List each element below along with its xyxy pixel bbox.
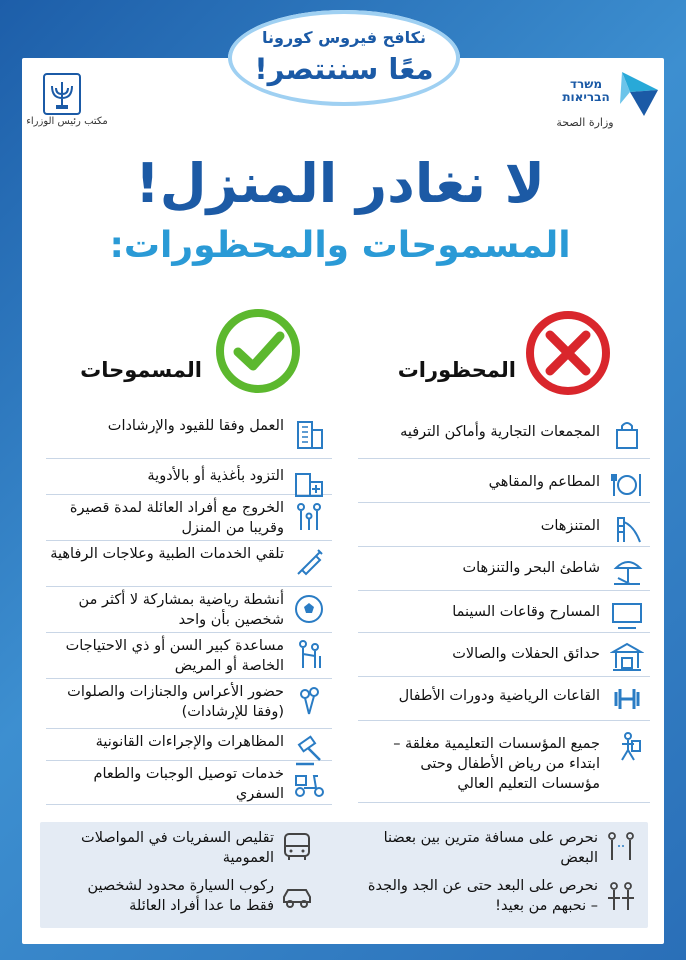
cinema-screen-icon <box>610 598 644 632</box>
event-hall-icon <box>610 640 644 674</box>
forbidden-heading: المحظورات <box>397 358 516 382</box>
menorah-emblem-icon <box>42 72 82 116</box>
allowed-heading: المسموحات <box>80 358 202 382</box>
bottom-tip-text: نحرص على مسافة مترين بين بعضنا البعض <box>383 830 598 866</box>
beach-umbrella-icon <box>610 554 644 588</box>
bottom-tip-text: تقليص السفريات في المواصلات العمومية <box>81 830 274 866</box>
allowed-item-text: تلقي الخدمات الطبية وعلاجات الرفاهية <box>50 546 284 562</box>
shopping-bag-icon <box>610 418 644 452</box>
allowed-item-text: العمل وفقا للقيود والإرشادات <box>107 418 284 434</box>
allowed-item-text: أنشطة رياضية بمشاركة لا أكثر من شخصين بأن واحد <box>78 592 284 628</box>
allowed-item-text: خدمات توصيل الوجبات والطعام السفري <box>93 766 284 802</box>
slogan-line-1: نكافح فيروس كورونا <box>262 28 426 47</box>
slogan-line-2: معًا سننتصر! <box>254 52 434 86</box>
dumbbell-icon <box>610 682 644 716</box>
allowed-item-text: التزود بأغذية أو بالأدوية <box>147 468 284 484</box>
allowed-item-text: مساعدة كبير السن أو ذي الاحتياجات الخاصة أو المريض <box>65 638 284 674</box>
bus-icon <box>280 830 314 864</box>
grandparents-icon <box>604 880 638 914</box>
forbidden-item-text: جميع المؤسسات التعليمية مغلقة – ابتداء من رياض الأطفال وحتى مؤسسات التعليم العالي <box>393 736 600 792</box>
forbidden-item-text: المجمعات التجارية وأماكن الترفيه <box>400 424 600 440</box>
forbidden-item-text: المتنزهات <box>540 518 600 534</box>
distance-people-icon <box>604 830 638 864</box>
sub-title: المسموحات والمحظورات: <box>109 225 571 266</box>
slogan-bubble <box>228 10 460 106</box>
green-check-icon <box>208 306 308 396</box>
flowers-icon <box>292 684 326 718</box>
playground-slide-icon <box>610 512 644 546</box>
main-title: لا نغادر المنزل! <box>135 152 545 215</box>
allowed-item-text: حضور الأعراس والجنازات والصلوات (وفقا للإرشادات) <box>67 684 284 720</box>
family-icon <box>292 500 326 534</box>
bottom-tip-text: نحرص على البعد حتى عن الجد والجدة – نحبهم من بعيد! <box>367 878 598 914</box>
office-building-icon <box>292 418 326 452</box>
student-backpack-icon <box>610 730 644 764</box>
car-icon <box>280 880 314 914</box>
caregiver-icon <box>292 638 326 672</box>
syringe-icon <box>292 546 326 580</box>
delivery-scooter-icon <box>292 766 326 800</box>
forbidden-item-text: القاعات الرياضية ودورات الأطفال <box>398 688 600 704</box>
plate-cutlery-icon <box>610 468 644 502</box>
forbidden-item-text: المطاعم والمقاهي <box>488 474 600 490</box>
ministry-name-arabic: وزارة الصحة <box>556 116 614 129</box>
ministry-name-hebrew: משרד הבריאות <box>562 77 610 104</box>
allowed-item-text: الخروج مع أفراد العائلة لمدة قصيرة وقريبا من المنزل <box>69 500 284 536</box>
forbidden-item-text: شاطئ البحر والتنزهات <box>462 560 600 576</box>
bottom-tip-text: ركوب السيارة محدود لشخصين فقط ما عدا أفراد العائلة <box>87 878 274 914</box>
forbidden-item-text: حدائق الحفلات والصالات <box>452 646 600 662</box>
soccer-ball-icon <box>292 592 326 626</box>
allowed-item-text: المظاهرات والإجراءات القانونية <box>95 734 284 750</box>
red-x-icon <box>518 308 618 398</box>
pm-office-name: مكتب رئيس الوزراء <box>26 116 108 127</box>
forbidden-item-text: المسارح وقاعات السينما <box>452 604 600 620</box>
